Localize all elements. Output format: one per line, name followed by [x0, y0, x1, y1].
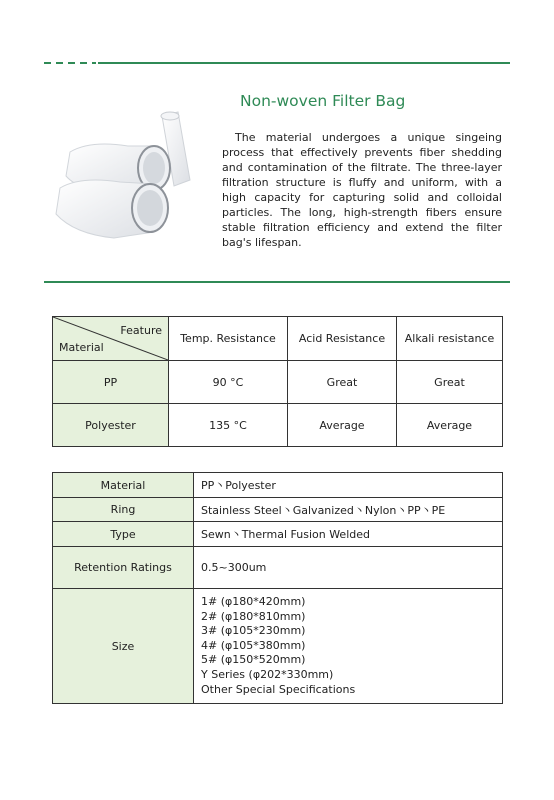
- size-item: Other Special Specifications: [201, 682, 356, 696]
- spec-row-material: [53, 473, 503, 498]
- row-acid: Average: [288, 404, 397, 447]
- spec-row-retention: [53, 547, 503, 589]
- spec-value-sizes: [194, 589, 503, 704]
- corner-feature-label: Feature: [120, 324, 162, 337]
- row-material: PP: [53, 361, 169, 404]
- size-item: 5# (φ150*520mm): [201, 653, 306, 667]
- row-temp: 135 °C: [169, 404, 288, 447]
- top-divider-dashes: [44, 62, 96, 64]
- spec-label: Type: [53, 522, 194, 547]
- table-row: [53, 404, 503, 447]
- filter-bag-image: [50, 110, 210, 250]
- header-corner-cell: [53, 317, 169, 361]
- spec-value: PP丶Polyester: [194, 473, 503, 498]
- size-item: 3# (φ105*230mm): [201, 624, 306, 638]
- top-divider-line: [98, 62, 510, 64]
- resistance-table: [52, 316, 503, 447]
- middle-divider: [44, 281, 510, 283]
- product-title: Non-woven Filter Bag: [240, 92, 406, 110]
- spec-row-ring: [53, 498, 503, 522]
- row-material: Polyester: [53, 404, 169, 447]
- row-temp: 90 °C: [169, 361, 288, 404]
- spec-label: Size: [53, 589, 194, 704]
- spec-value: 0.5~300um: [194, 547, 503, 589]
- size-item: 1# (φ180*420mm): [201, 595, 306, 608]
- header-alkali: Alkali resistance: [397, 317, 503, 361]
- size-item: 4# (φ105*380mm): [201, 638, 306, 652]
- top-divider: [44, 62, 510, 64]
- spec-row-type: [53, 522, 503, 547]
- size-list: [201, 589, 502, 703]
- row-alkali: Average: [397, 404, 503, 447]
- product-description: The material undergoes a unique singeing process that effectively prevents fiber shedding and contamination of the filtrate. The three-layer filtration structure is fluffy and uniform, with a high capacity for capturing solid and colloidal particles. The long, high-strength fibers ensure stable filtration efficiency and extend the filter bag's lifespan.: [222, 131, 502, 249]
- spec-value: Stainless Steel丶Galvanized丶Nylon丶PP丶PE: [194, 498, 503, 522]
- corner-material-label: Material: [59, 341, 104, 354]
- size-item: Y Series (φ202*330mm): [201, 667, 334, 681]
- spec-row-size: [53, 589, 503, 704]
- header-acid: Acid Resistance: [288, 317, 397, 361]
- size-item: 2# (φ180*810mm): [201, 609, 306, 623]
- spec-label: Ring: [53, 498, 194, 522]
- header-temp: Temp. Resistance: [169, 317, 288, 361]
- row-alkali: Great: [397, 361, 503, 404]
- specification-table: [52, 472, 503, 704]
- table-row: [53, 361, 503, 404]
- spec-label: Material: [53, 473, 194, 498]
- spec-value: Sewn丶Thermal Fusion Welded: [194, 522, 503, 547]
- spec-label: Retention Ratings: [53, 547, 194, 589]
- row-acid: Great: [288, 361, 397, 404]
